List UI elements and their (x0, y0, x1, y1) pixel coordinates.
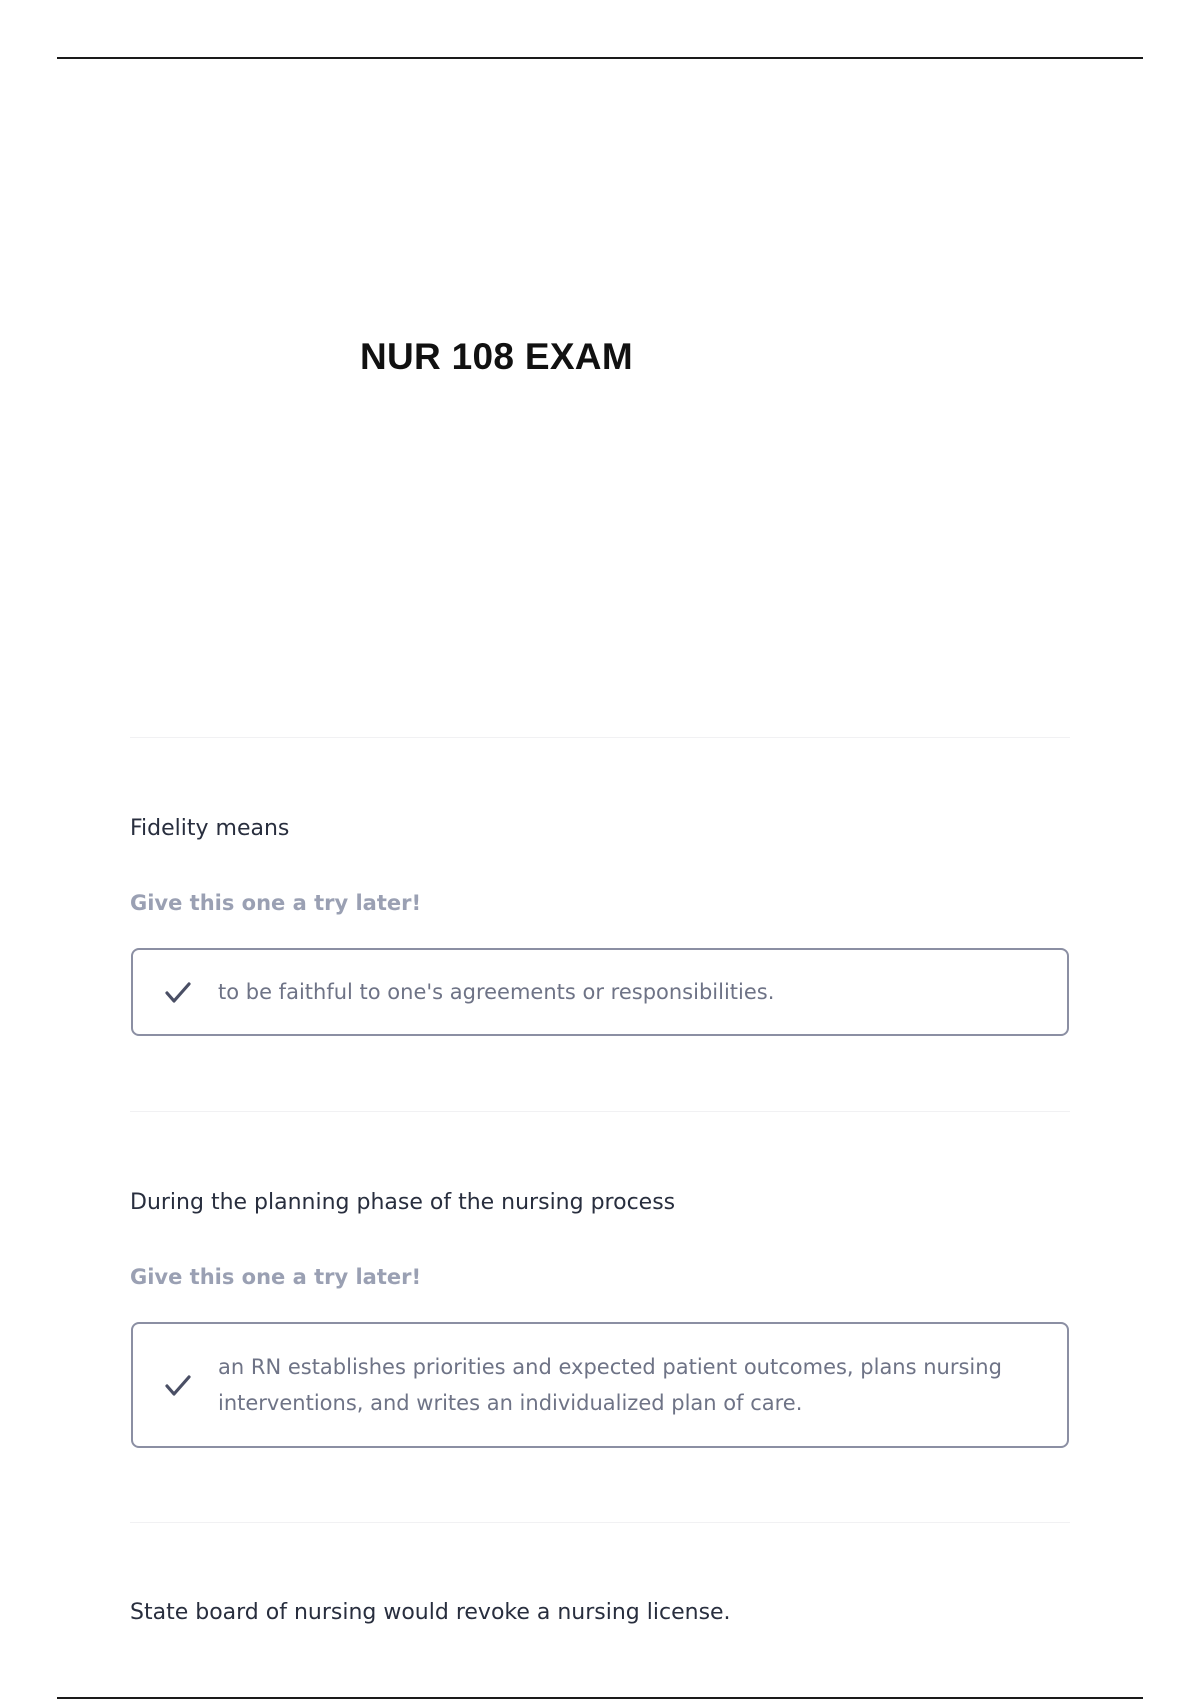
check-icon (161, 975, 195, 1009)
page-top-rule (57, 57, 1143, 59)
answer-box[interactable] (131, 948, 1069, 1036)
page-bottom-rule (57, 1697, 1143, 1699)
card-divider (130, 1522, 1070, 1523)
question-text: Fidelity means (130, 816, 290, 841)
answer-box[interactable] (131, 1322, 1069, 1448)
try-later-hint: Give this one a try later! (130, 891, 422, 915)
answer-text: an RN establishes priorities and expected patient outcomes, plans nursing interventions, and writes an individualized plan of care. (218, 1355, 1002, 1415)
question-text: State board of nursing would revoke a nursing license. (130, 1600, 731, 1625)
try-later-hint: Give this one a try later! (130, 1265, 422, 1289)
answer-text: to be faithful to one's agreements or responsibilities. (218, 980, 775, 1004)
card-divider (130, 737, 1070, 738)
document-title: NUR 108 EXAM (360, 336, 633, 377)
card-divider (130, 1111, 1070, 1112)
check-icon (161, 1368, 195, 1402)
question-text: During the planning phase of the nursing process (130, 1190, 676, 1215)
